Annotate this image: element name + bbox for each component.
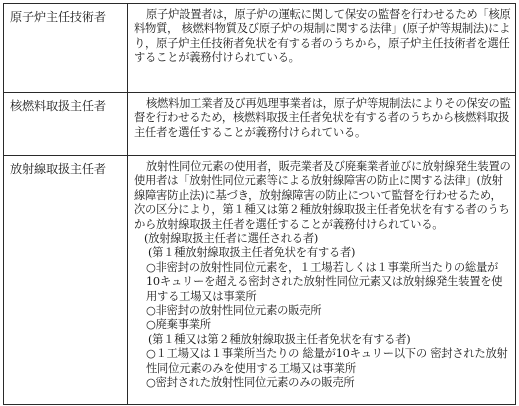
list-item: ○密封された放射性同位元素のみの販売所: [146, 376, 355, 390]
description-intro: 放射性同位元素の使用者，販売業者及び廃棄業者並びに放射線発生装置の使用者は「放射性同位元素等による放射線障害の防止に関する法律」(放射線障害防止法)に基づき，放射線障害の防止について監督を行わせるため，次の区分により，第１種又は第２種放射線取扱主任者免状を有する者のうちから放射線取扱主任者を選任することが義務付けられている。: [134, 160, 511, 231]
list-item: (第１種放射線取扱主任者免状を有する者): [148, 246, 356, 260]
row-description-reactor-engineer: [128, 4, 516, 93]
list-item: ○１工場又は１事業所当たりの 総量が10キュリー以下の 密封された放射性同位元素のみを使用する工場又は事業所: [146, 347, 508, 375]
list-item: (放射線取扱主任者に選任される者): [144, 232, 319, 246]
list-item: ○非密封の放射性同位元素を，１工場若しくは１事業所当たりの総量が10キュリーを超える密封された放射性同位元素又は放射線発生装置を使用する工場又は事業所: [146, 260, 503, 303]
table-row: [4, 4, 516, 93]
row-description-radiation-handler: [128, 156, 516, 405]
row-description-nuclear-fuel-handler: [128, 93, 516, 156]
category-list: [134, 232, 511, 390]
row-title-nuclear-fuel-handler: 核燃料取扱主任者: [4, 93, 128, 156]
list-item: ○非密封の放射性同位元素の販売所: [146, 304, 322, 318]
table-row: [4, 156, 516, 405]
list-item: ○廃棄事業所: [146, 318, 211, 332]
qualification-table: [3, 3, 516, 405]
description-text: 核燃料加工業者及び再処理事業者は，原子炉等規制法によりその保安の監督を行わせるため，核燃料取扱主任者免状を有する者のうちから核燃料取扱主任者を選任することが義務付けられている。: [134, 97, 511, 139]
list-item: (第１種又は第２種放射線取扱主任者免状を有する者): [148, 332, 411, 346]
row-title-radiation-handler: 放射線取扱主任者: [4, 156, 128, 405]
row-title-reactor-engineer: 原子炉主任技術者: [4, 4, 128, 93]
table-row: [4, 93, 516, 156]
description-text: 原子炉設置者は，原子炉の運転に関して保安の監督を行わせるため「核原料物質， 核燃料物質及び原子炉の規制に関する法律」(原子炉等規制法)により，原子炉主任技術者免状を有する者のうちから，原子炉主任技術者を選任することが義務付けられている。: [134, 8, 511, 65]
